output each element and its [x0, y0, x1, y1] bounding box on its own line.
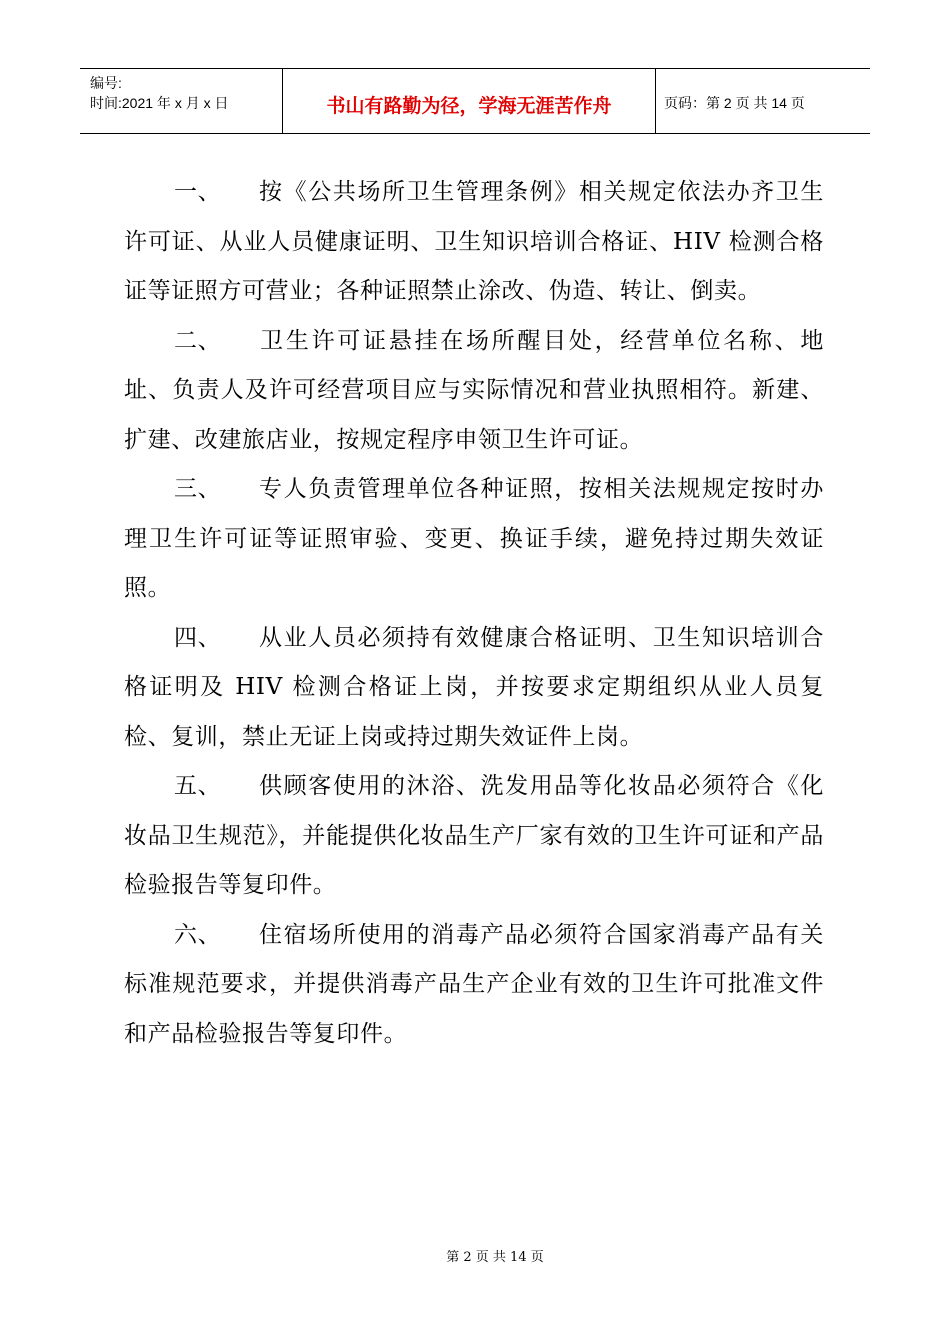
clause-paragraph — [124, 614, 824, 763]
footer-page-number: 第 2 页 共 14 页 — [446, 1250, 544, 1265]
clause-number: 六、 — [174, 921, 222, 948]
page-info-text: 页码：第 2 页 共 14 页 — [664, 95, 805, 111]
header-meta — [80, 69, 282, 133]
clause-text: 供顾客使用的沐浴、洗发用品等化妆品必须符合《化妆品卫生规范》，并能提供化妆品生产厂家有效的卫生许可证和产品检验报告等复印件。 — [124, 773, 824, 898]
clause-number: 二、 — [174, 327, 222, 354]
clause-number: 五、 — [174, 773, 222, 799]
clause-paragraph — [124, 168, 824, 317]
motto-text: 书山有路勤为径，学海无涯苦作舟 — [326, 94, 612, 117]
clause-text: 按《公共场所卫生管理条例》相关规定依法办齐卫生许可证、从业人员健康证明、卫生知识培训合格证、HIV 检测合格证等证照方可营业；各种证照禁止涂改、伪造、转让、倒卖。 — [124, 179, 824, 304]
clause-number: 三、 — [174, 476, 222, 502]
document-header — [80, 68, 870, 134]
document-body — [124, 168, 824, 1059]
document-time-label: 时间:2021 年 x 月 x 日 — [90, 95, 229, 111]
header-page-info — [656, 69, 870, 133]
clause-paragraph — [124, 762, 824, 911]
document-number-label: 编号: — [90, 75, 122, 91]
clause-paragraph — [124, 317, 824, 466]
clause-text: 卫生许可证悬挂在场所醒目处，经营单位名称、地址、负责人及许可经营项目应与实际情况和营业执照相符。新建、扩建、改建旅店业，按规定程序申领卫生许可证。 — [124, 327, 824, 453]
clause-text: 住宿场所使用的消毒产品必须符合国家消毒产品有关标准规范要求，并提供消毒产品生产企业有效的卫生许可批准文件和产品检验报告等复印件。 — [124, 921, 824, 1047]
clause-number: 四、 — [174, 624, 222, 651]
page-footer — [0, 1246, 950, 1265]
clause-paragraph — [124, 911, 824, 1060]
clause-paragraph — [124, 465, 824, 614]
header-motto — [282, 69, 656, 133]
clause-number: 一、 — [174, 179, 222, 205]
clause-text: 从业人员必须持有效健康合格证明、卫生知识培训合格证明及 HIV 检测合格证上岗，并按要求定期组织从业人员复检、复训，禁止无证上岗或持过期失效证件上岗。 — [124, 624, 824, 750]
clause-text: 专人负责管理单位各种证照，按相关法规规定按时办理卫生许可证等证照审验、变更、换证手续，避免持过期失效证照。 — [124, 476, 824, 601]
